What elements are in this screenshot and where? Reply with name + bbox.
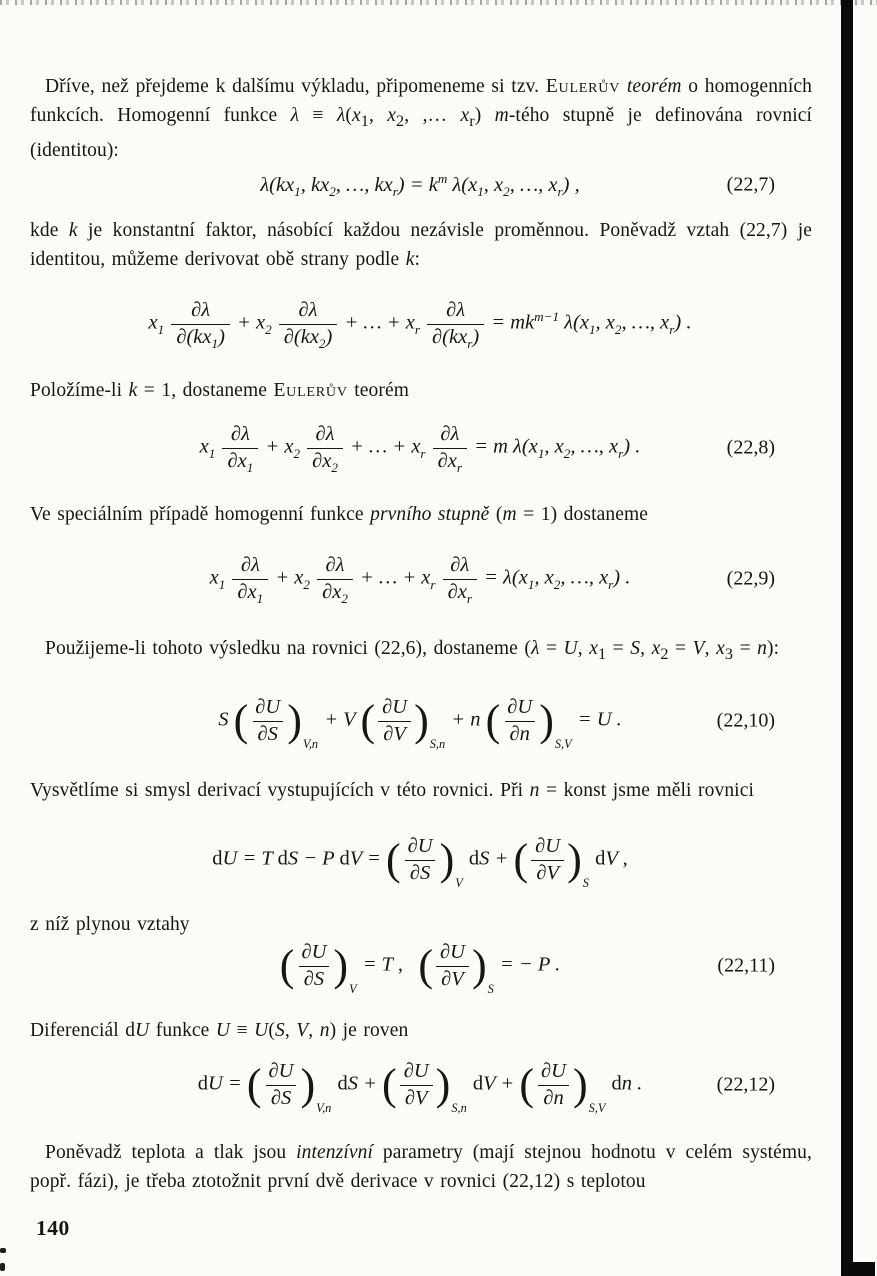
equation-dU-three-variables: dU = ( ∂U ∂S ) V,n dS + ( ∂U ∂V ) S,n dV + ( ∂U ∂n ) S,V dn . [197,1059,643,1115]
scan-corner-artifact [841,1262,875,1276]
paragraph-euler-theorem-intro: Dříve, než přejdeme k dalšímu výkladu, připomeneme si tzv. Eulerův teorém o homogenních funkcích. Homogenní funkce $\lambda \equiv \lambda(x_1$, $x_2$, ,… $x_r$) m-tého stupně je definována rovnicí (identitou): [30,76,813,161]
equation-row-22-10 [30,681,810,761]
equation-number-22-10: (22,10) [716,709,775,732]
equation-number-22-9: (22,9) [726,567,775,590]
scan-gutter-black-bar [841,0,853,1276]
scan-top-edge-artifact [0,0,877,5]
equation-row-dU-two-vars [30,820,810,900]
equation-euler-definition: $\lambda(kx_1$, $kx_2$, …, $kx_r) = k^m$ $\lambda(x_1$, $x_2$, …, $x_r$) , [260,170,580,199]
equation-partials-equal-T-and-P: ( ∂U ∂S ) V = T , ( ∂U ∂V ) S = − P . [279,940,561,996]
page-number: 140 [36,1216,70,1240]
paragraph-explain-derivatives: Vysvětlíme si smysl derivací vystupujících v této rovnici. Při n = konst jsme měli rovnici [30,780,754,801]
equation-dU-two-variables: dU = T dS − P dV = ( ∂U ∂S ) V dS + ( ∂U ∂V ) S dV , [212,834,628,890]
paragraph-relations-follow: z níž plynou vztahy [30,914,190,935]
scan-speck [0,1248,6,1253]
scan-speck [0,1263,5,1271]
paragraph-special-case: Ve speciálním případě homogenní funkce prvního stupně (m = 1) dostaneme [30,504,648,525]
paragraph-apply-result: Použijeme-li tohoto výsledku na rovnici (22,6), dostaneme (λ = U, $x_1 = S$, $x_2 = V$, $x_3 = n$): [45,638,780,663]
equation-number-22-7: (22,7) [726,173,775,196]
equation-row-22-11 [30,926,810,1006]
equation-derivative-by-k: $x_1$ $\frac{\partial\lambda}{\partial(kx_1)}$ + $x_2$ $\frac{\partial\lambda}{\partial(kx_2)}$ + … + $x_r$ ∂λ $\partial(kx_r)$ = $mk^{m-1}$ $\lambda(x_1$, $x_2$, …, $x_r$) . [148,298,692,351]
paragraph-constant-factor: kde k je konstantní faktor, násobící každou nezávisle proměnnou. Poněvadž vztah (22,7) je identitou, můžeme derivovat obě strany podle k: [30,220,812,270]
equation-row-22-9 [30,539,810,619]
equation-number-22-11: (22,11) [717,954,775,977]
equation-number-22-8: (22,8) [726,436,775,459]
paragraph-intensive-parameters: Poněvadž teplota a tlak jsou intenzívní parametry (mají stejnou hodnotu v celém systému, popř. fázi), je třeba ztotožnit první dvě derivace v rovnici (22,12) s teplotou [30,1142,812,1192]
equation-row-22-12 [30,1045,810,1125]
equation-applied-to-internal-energy: S ( ∂U ∂S ) V,n + V ( ∂U ∂V ) S,n + n ( ∂U ∂n ) S,V = U . [218,695,622,751]
paragraph-set-k-equal-1: Položíme-li k = 1, dostaneme Eulerův teorém [30,380,409,401]
equation-row-22-8 [30,408,810,488]
equation-row-derivative-k [30,284,810,364]
equation-euler-theorem: $x_1$ $\frac{\partial\lambda}{\partial x_1}$ + $x_2$ $\frac{\partial\lambda}{\partial x_2}$ + … + $x_r$ $\frac{\partial\lambda}{\partial x_r}$ = m $\lambda(x_1$, $x_2$, …, $x_r$) . [199,422,641,475]
paragraph-differential-dU: Diferenciál dU funkce U ≡ U(S, V, n) je roven [30,1020,409,1041]
equation-row-22-7 [30,160,810,210]
equation-number-22-12: (22,12) [716,1073,775,1096]
equation-first-degree: $x_1$ $\frac{\partial\lambda}{\partial x_1}$ + $x_2$ $\frac{\partial\lambda}{\partial x_2}$ + … + $x_r$ $\frac{\partial\lambda}{\partial x_r}$ = $\lambda(x_1$, $x_2$, …, $x_r$) . [209,553,631,606]
